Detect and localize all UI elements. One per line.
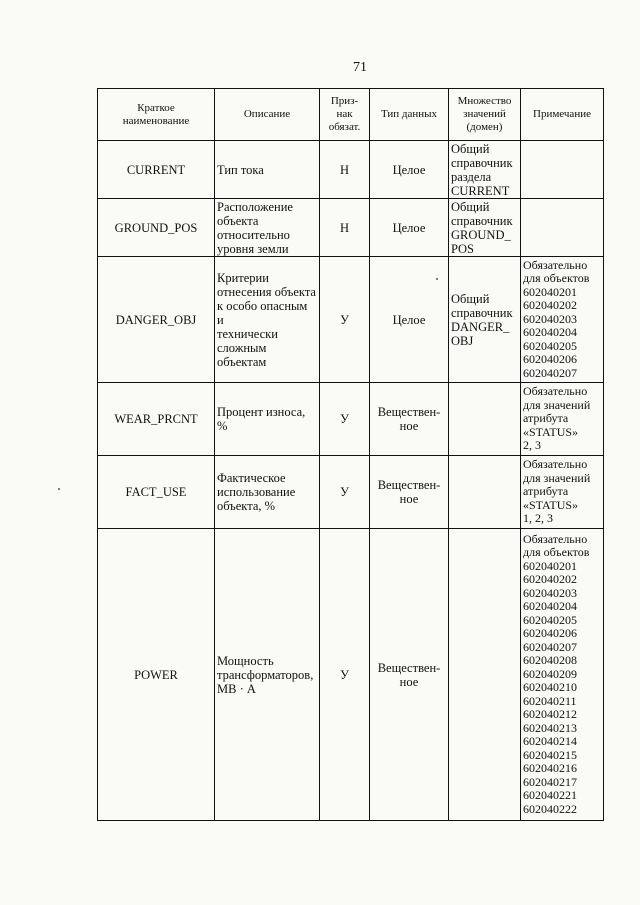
header-data-type: Тип данных bbox=[370, 89, 449, 141]
cell-note: Обязательно для объектов 602040201 602040202 602040203 602040204 602040205 602040206 602040207 bbox=[521, 257, 604, 383]
cell-domain bbox=[449, 383, 521, 456]
cell-data-type: Веществен- ное bbox=[370, 456, 449, 529]
cell-note: Обязательно для значений атрибута «STATUS» 2, 3 bbox=[521, 383, 604, 456]
cell-description: Расположение объекта относительно уровня земли bbox=[215, 199, 320, 257]
header-required: Приз- нак обязат. bbox=[320, 89, 370, 141]
cell-data-type: Целое bbox=[370, 199, 449, 257]
header-name: Краткое наименование bbox=[98, 89, 215, 141]
cell-data-type: Целое bbox=[370, 141, 449, 199]
cell-required: У bbox=[320, 383, 370, 456]
cell-data-type: Веществен- ное bbox=[370, 529, 449, 821]
header-row bbox=[98, 89, 604, 141]
cell-name: POWER bbox=[98, 529, 215, 821]
cell-required: Н bbox=[320, 141, 370, 199]
cell-required: У bbox=[320, 456, 370, 529]
cell-name: DANGER_OBJ bbox=[98, 257, 215, 383]
scan-speck bbox=[58, 488, 60, 490]
cell-domain bbox=[449, 456, 521, 529]
cell-data-type: Целое bbox=[370, 257, 449, 383]
cell-required: Н bbox=[320, 199, 370, 257]
table-row bbox=[98, 141, 604, 199]
cell-note bbox=[521, 141, 604, 199]
cell-description: Критерии отнесения объекта к особо опасным и технически сложным объектам bbox=[215, 257, 320, 383]
cell-note: Обязательно для объектов 602040201 602040202 602040203 602040204 602040205 602040206 602040207 602040208 602040209 602040210 602040211 602040212 602040213 602040214 602040215 602040216 602040217 602040221 602040222 bbox=[521, 529, 604, 821]
header-note: Примечание bbox=[521, 89, 604, 141]
table-row bbox=[98, 257, 604, 383]
cell-description: Тип тока bbox=[215, 141, 320, 199]
table-row bbox=[98, 199, 604, 257]
header-description: Описание bbox=[215, 89, 320, 141]
cell-name: GROUND_POS bbox=[98, 199, 215, 257]
page-number: 71 bbox=[353, 60, 367, 75]
cell-domain bbox=[449, 529, 521, 821]
cell-description: Мощность трансформаторов, МВ · А bbox=[215, 529, 320, 821]
cell-name: FACT_USE bbox=[98, 456, 215, 529]
cell-domain: Общий справочник раздела CURRENT bbox=[449, 141, 521, 199]
cell-data-type: Веществен- ное bbox=[370, 383, 449, 456]
cell-name: WEAR_PRCNT bbox=[98, 383, 215, 456]
cell-description: Процент износа, % bbox=[215, 383, 320, 456]
cell-required: У bbox=[320, 529, 370, 821]
cell-description: Фактическое использование объекта, % bbox=[215, 456, 320, 529]
cell-note bbox=[521, 199, 604, 257]
cell-note: Обязательно для значений атрибута «STATUS» 1, 2, 3 bbox=[521, 456, 604, 529]
cell-required: У bbox=[320, 257, 370, 383]
table-row bbox=[98, 456, 604, 529]
cell-domain: Общий справочник GROUND_ POS bbox=[449, 199, 521, 257]
attribute-table bbox=[97, 88, 604, 821]
header-domain: Множество значений (домен) bbox=[449, 89, 521, 141]
cell-name: CURRENT bbox=[98, 141, 215, 199]
table-row bbox=[98, 529, 604, 821]
cell-domain: Общий справочник DANGER_ OBJ bbox=[449, 257, 521, 383]
table-row bbox=[98, 383, 604, 456]
